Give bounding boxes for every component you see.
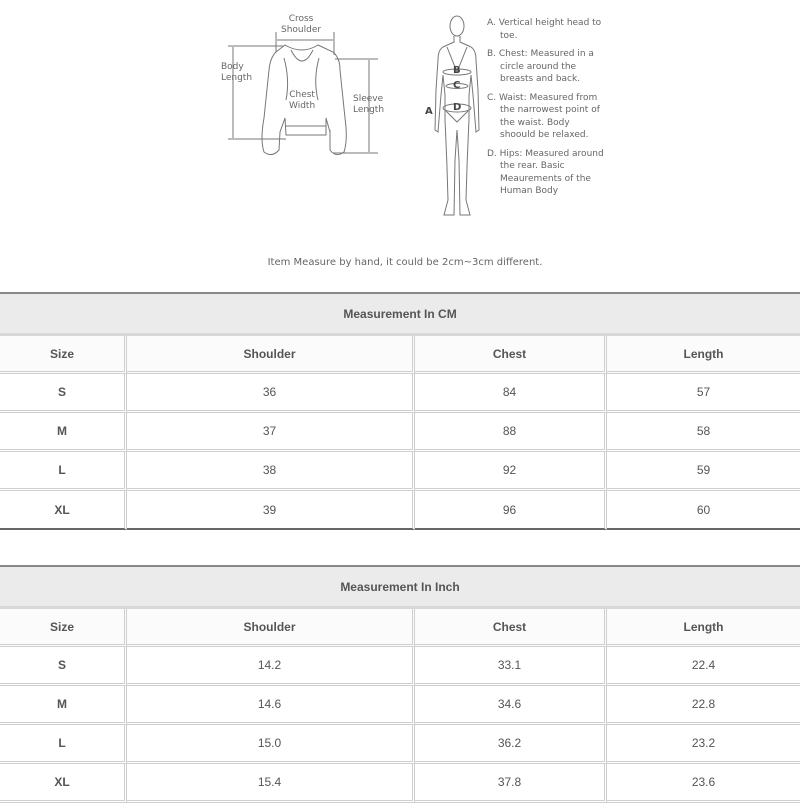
human-body-figure-icon bbox=[430, 10, 480, 225]
size-diagram bbox=[0, 0, 800, 285]
chest-cell: 84 bbox=[415, 374, 607, 413]
shoulder-cell: 14.2 bbox=[127, 647, 415, 686]
chest-cell: 33.1 bbox=[415, 647, 607, 686]
shoulder-cell: 36 bbox=[127, 374, 415, 413]
shoulder-cell: 39 bbox=[127, 491, 415, 530]
shoulder-cell: 37 bbox=[127, 413, 415, 452]
marker-d: D bbox=[453, 102, 462, 113]
header-length: Length bbox=[607, 336, 800, 374]
table-title: Measurement In CM bbox=[0, 292, 800, 336]
chest-cell: 92 bbox=[415, 452, 607, 491]
legend-item-b: B. Chest: Measured in a circle around the breasts and back. bbox=[487, 49, 594, 84]
marker-c: C bbox=[453, 80, 461, 91]
table-title: Measurement In Inch bbox=[0, 565, 800, 609]
length-cell: 57 bbox=[607, 374, 800, 413]
measurement-table-cm bbox=[0, 292, 800, 530]
length-cell: 58 bbox=[607, 413, 800, 452]
table-row bbox=[0, 764, 800, 803]
length-cell: 22.8 bbox=[607, 686, 800, 725]
chest-cell: 36.2 bbox=[415, 725, 607, 764]
size-cell: S bbox=[0, 647, 127, 686]
chest-cell: 37.8 bbox=[415, 764, 607, 803]
length-cell: 60 bbox=[607, 491, 800, 530]
length-cell: 23.2 bbox=[607, 725, 800, 764]
chest-cell: 88 bbox=[415, 413, 607, 452]
size-cell: XL bbox=[0, 491, 127, 530]
header-shoulder: Shoulder bbox=[127, 609, 415, 647]
legend-item-d: D. Hips: Measured around the rear. Basic Meaurements of the Human Body bbox=[487, 148, 604, 196]
table-row bbox=[0, 686, 800, 725]
shoulder-cell: 15.0 bbox=[127, 725, 415, 764]
table-row bbox=[0, 374, 800, 413]
measurement-table-inch bbox=[0, 565, 800, 803]
marker-b: B bbox=[453, 65, 461, 76]
size-cell: M bbox=[0, 686, 127, 725]
table-row bbox=[0, 452, 800, 491]
table-row bbox=[0, 413, 800, 452]
size-cell: L bbox=[0, 452, 127, 491]
size-cell: L bbox=[0, 725, 127, 764]
measurement-legend bbox=[487, 17, 607, 204]
body-length-label: Body Length bbox=[221, 62, 253, 83]
size-cell: XL bbox=[0, 764, 127, 803]
length-cell: 59 bbox=[607, 452, 800, 491]
header-chest: Chest bbox=[415, 336, 607, 374]
shoulder-cell: 14.6 bbox=[127, 686, 415, 725]
measure-note: Item Measure by hand, it could be 2cm~3cm different. bbox=[267, 257, 543, 268]
cross-shoulder-label: Cross Shoulder bbox=[281, 14, 322, 35]
shoulder-cell: 38 bbox=[127, 452, 415, 491]
chest-cell: 34.6 bbox=[415, 686, 607, 725]
shoulder-cell: 15.4 bbox=[127, 764, 415, 803]
header-size: Size bbox=[0, 336, 127, 374]
header-size: Size bbox=[0, 609, 127, 647]
length-cell: 23.6 bbox=[607, 764, 800, 803]
table-row bbox=[0, 647, 800, 686]
header-chest: Chest bbox=[415, 609, 607, 647]
table-row bbox=[0, 725, 800, 764]
sleeve-length-label: Sleeve Length bbox=[353, 94, 385, 115]
size-cell: S bbox=[0, 374, 127, 413]
marker-a: A bbox=[425, 106, 433, 117]
chest-width-label: Chest Width bbox=[289, 90, 316, 111]
chest-cell: 96 bbox=[415, 491, 607, 530]
table-row bbox=[0, 491, 800, 530]
size-cell: M bbox=[0, 413, 127, 452]
legend-item-a: A. Vertical height head to toe. bbox=[487, 18, 602, 41]
length-cell: 22.4 bbox=[607, 647, 800, 686]
legend-item-c: C. Waist: Measured from the narrowest point of the waist. Body shoould be relaxed. bbox=[487, 92, 600, 140]
header-shoulder: Shoulder bbox=[127, 336, 415, 374]
header-length: Length bbox=[607, 609, 800, 647]
